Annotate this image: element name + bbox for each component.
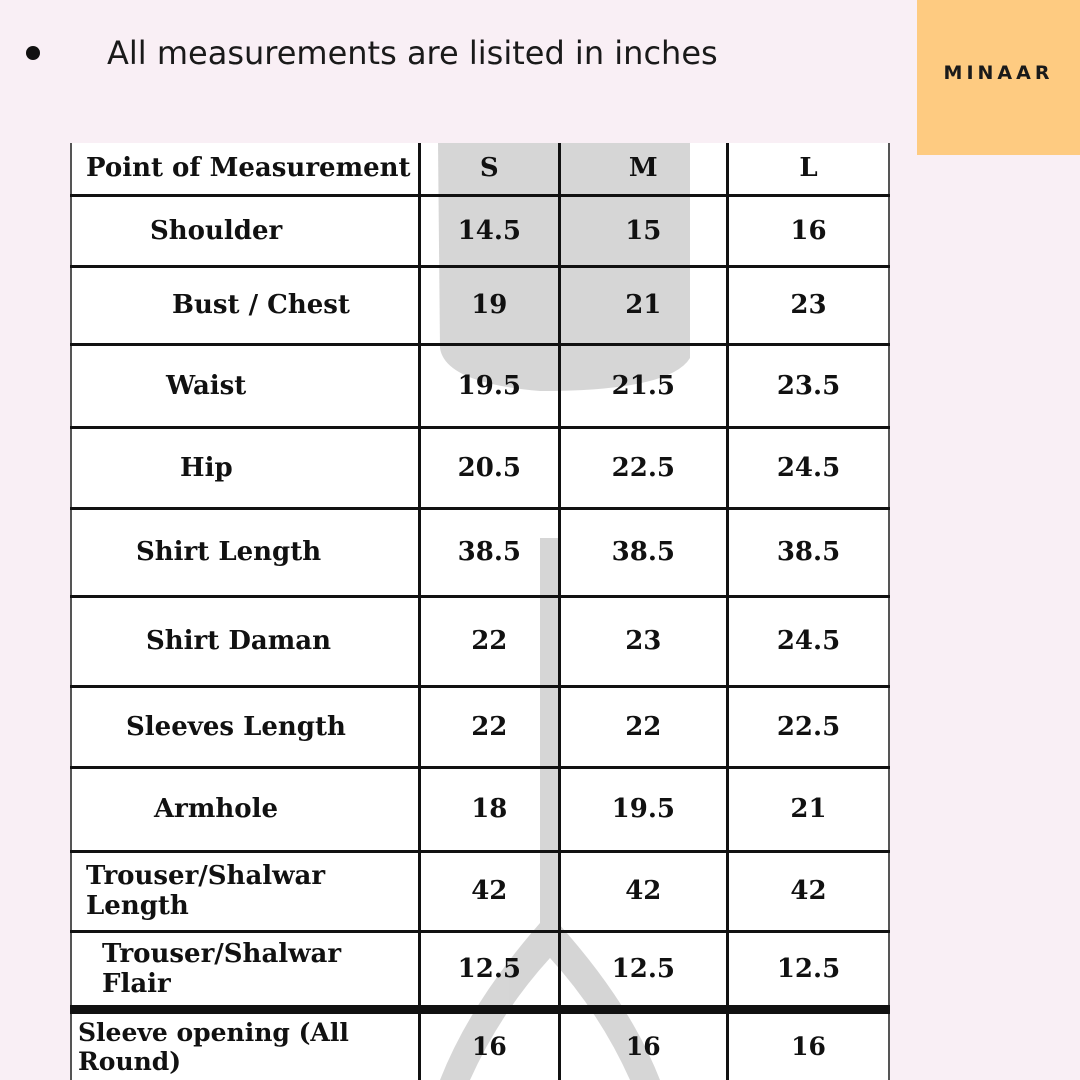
cell-m: 23 (559, 596, 727, 686)
row-label: Waist (71, 344, 420, 427)
cell-m: 19.5 (559, 767, 727, 851)
row-label: Shirt Length (71, 508, 420, 596)
header-size-l: L (728, 143, 889, 195)
table-row (71, 266, 889, 344)
cell-m: 12.5 (559, 931, 727, 1009)
cell-m: 15 (559, 195, 727, 266)
cell-s: 22 (420, 686, 560, 767)
size-table (70, 143, 890, 1080)
row-label: Trouser/Shalwar Length (71, 851, 420, 931)
cell-l: 23 (728, 266, 889, 344)
row-label: Shirt Daman (71, 596, 420, 686)
cell-l: 16 (728, 195, 889, 266)
row-label: Sleeves Length (71, 686, 420, 767)
table-header-row (71, 143, 889, 195)
row-label: Trouser/Shalwar Flair (71, 931, 420, 1009)
cell-s: 18 (420, 767, 560, 851)
brand-logo (917, 0, 1080, 155)
cell-m: 21 (559, 266, 727, 344)
size-chart-image (70, 143, 890, 1080)
table-row (71, 596, 889, 686)
cell-s: 16 (420, 1009, 560, 1080)
table-row (71, 195, 889, 266)
bullet-icon (26, 46, 40, 60)
cell-m: 16 (559, 1009, 727, 1080)
table-row (71, 1009, 889, 1080)
cell-m: 22.5 (559, 427, 727, 508)
cell-m: 21.5 (559, 344, 727, 427)
cell-l: 38.5 (728, 508, 889, 596)
cell-l: 24.5 (728, 427, 889, 508)
cell-l: 16 (728, 1009, 889, 1080)
cell-s: 42 (420, 851, 560, 931)
cell-s: 19.5 (420, 344, 560, 427)
cell-s: 38.5 (420, 508, 560, 596)
cell-l: 42 (728, 851, 889, 931)
row-label: Hip (71, 427, 420, 508)
cell-m: 22 (559, 686, 727, 767)
cell-l: 21 (728, 767, 889, 851)
cell-m: 42 (559, 851, 727, 931)
row-label: Sleeve opening (All Round) (71, 1009, 420, 1080)
cell-s: 20.5 (420, 427, 560, 508)
table-row (71, 931, 889, 1009)
table-row (71, 508, 889, 596)
header-size-s: S (420, 143, 560, 195)
cell-s: 22 (420, 596, 560, 686)
table-row (71, 851, 889, 931)
measurement-note (22, 34, 718, 72)
row-label: Shoulder (71, 195, 420, 266)
row-label: Armhole (71, 767, 420, 851)
brand-name: MINAAR (943, 61, 1054, 84)
cell-s: 14.5 (420, 195, 560, 266)
cell-s: 12.5 (420, 931, 560, 1009)
cell-l: 24.5 (728, 596, 889, 686)
cell-s: 19 (420, 266, 560, 344)
cell-l: 12.5 (728, 931, 889, 1009)
header-size-m: M (559, 143, 727, 195)
cell-m: 38.5 (559, 508, 727, 596)
note-text: All measurements are lisited in inches (107, 34, 718, 72)
table-row (71, 427, 889, 508)
cell-l: 23.5 (728, 344, 889, 427)
table-row (71, 686, 889, 767)
row-label: Bust / Chest (71, 266, 420, 344)
table-row (71, 767, 889, 851)
table-row (71, 344, 889, 427)
header-point-of-measurement: Point of Measurement (71, 143, 420, 195)
cell-l: 22.5 (728, 686, 889, 767)
